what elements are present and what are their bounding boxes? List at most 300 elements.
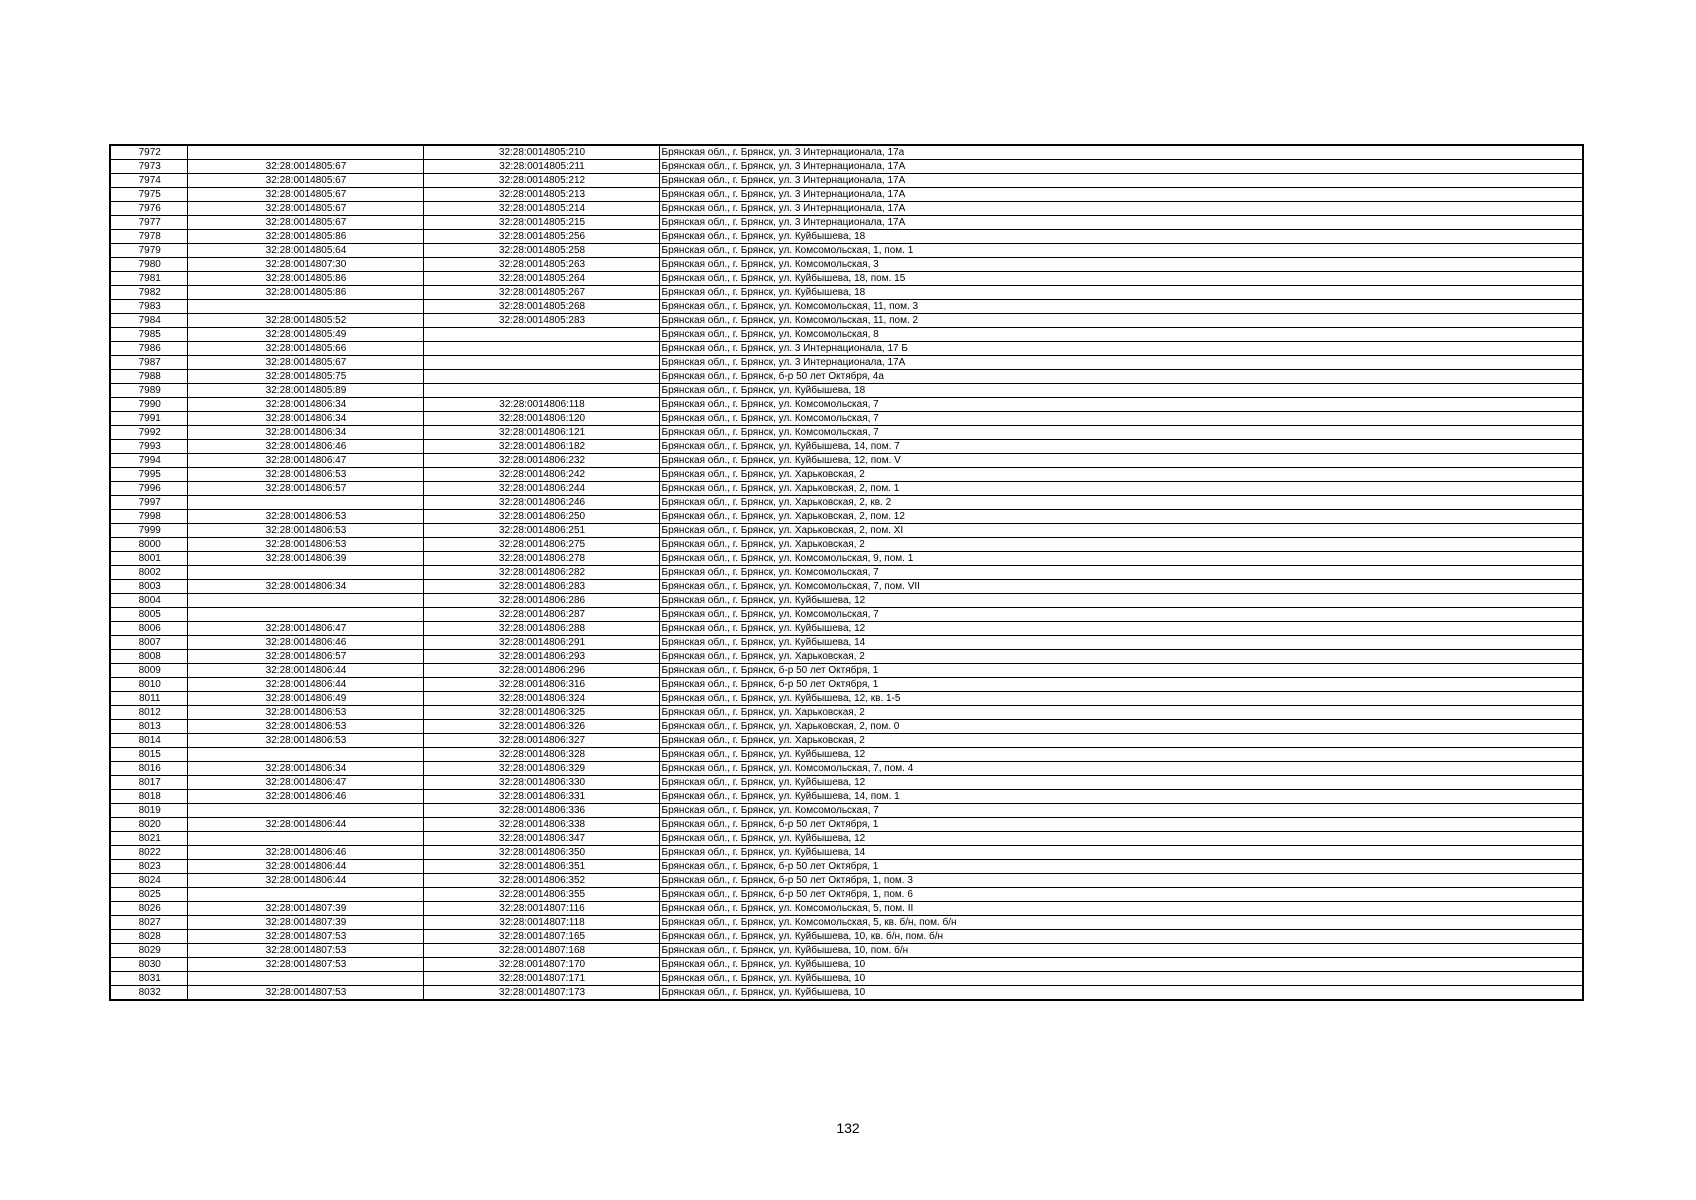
address-cell: Брянская обл., г. Брянск, ул. Харьковская, 2, кв. 2 <box>659 496 1583 510</box>
table-row <box>110 468 1583 482</box>
row-number-cell: 8025 <box>110 888 187 902</box>
address-cell: Брянская обл., г. Брянск, ул. Куйбышева, 18 <box>659 286 1583 300</box>
cadastral-number-cell: 32:28:0014806:291 <box>423 636 659 650</box>
cadastral-number-cell <box>423 370 659 384</box>
cadastral-number-cell: 32:28:0014806:331 <box>423 790 659 804</box>
parent-cadastral-number-cell: 32:28:0014805:49 <box>187 328 423 342</box>
row-number-cell: 7991 <box>110 412 187 426</box>
row-number-cell: 8005 <box>110 608 187 622</box>
address-cell: Брянская обл., г. Брянск, ул. Куйбышева, 12 <box>659 622 1583 636</box>
cadastral-number-cell: 32:28:0014807:165 <box>423 930 659 944</box>
table-row <box>110 902 1583 916</box>
address-cell: Брянская обл., г. Брянск, ул. Харьковская, 2 <box>659 538 1583 552</box>
row-number-cell: 7980 <box>110 258 187 272</box>
parent-cadastral-number-cell <box>187 804 423 818</box>
table-row <box>110 145 1583 160</box>
parent-cadastral-number-cell: 32:28:0014806:53 <box>187 720 423 734</box>
parent-cadastral-number-cell: 32:28:0014806:47 <box>187 454 423 468</box>
address-cell: Брянская обл., г. Брянск, б-р 50 лет Октября, 1 <box>659 860 1583 874</box>
cadastral-number-cell: 32:28:0014806:242 <box>423 468 659 482</box>
cadastral-number-cell: 32:28:0014806:347 <box>423 832 659 846</box>
cadastral-number-cell: 32:28:0014805:212 <box>423 174 659 188</box>
table-row <box>110 370 1583 384</box>
parent-cadastral-number-cell: 32:28:0014805:64 <box>187 244 423 258</box>
address-cell: Брянская обл., г. Брянск, ул. Куйбышева, 10 <box>659 986 1583 1001</box>
parent-cadastral-number-cell: 32:28:0014805:86 <box>187 286 423 300</box>
address-cell: Брянская обл., г. Брянск, ул. Куйбышева, 12, пом. V <box>659 454 1583 468</box>
parent-cadastral-number-cell: 32:28:0014806:53 <box>187 510 423 524</box>
row-number-cell: 7989 <box>110 384 187 398</box>
parent-cadastral-number-cell: 32:28:0014806:39 <box>187 552 423 566</box>
row-number-cell: 8020 <box>110 818 187 832</box>
cadastral-number-cell: 32:28:0014806:355 <box>423 888 659 902</box>
cadastral-number-cell <box>423 356 659 370</box>
table-row <box>110 916 1583 930</box>
address-cell: Брянская обл., г. Брянск, ул. Харьковская, 2 <box>659 650 1583 664</box>
cadastral-number-cell: 32:28:0014805:215 <box>423 216 659 230</box>
row-number-cell: 8004 <box>110 594 187 608</box>
cadastral-number-cell: 32:28:0014806:328 <box>423 748 659 762</box>
row-number-cell: 8008 <box>110 650 187 664</box>
table-row <box>110 202 1583 216</box>
table-row <box>110 482 1583 496</box>
row-number-cell: 7990 <box>110 398 187 412</box>
address-cell: Брянская обл., г. Брянск, ул. Куйбышева, 18 <box>659 384 1583 398</box>
row-number-cell: 8031 <box>110 972 187 986</box>
address-cell: Брянская обл., г. Брянск, ул. Куйбышева, 14 <box>659 846 1583 860</box>
row-number-cell: 7979 <box>110 244 187 258</box>
cadastral-number-cell: 32:28:0014806:326 <box>423 720 659 734</box>
parent-cadastral-number-cell <box>187 300 423 314</box>
cadastral-number-cell: 32:28:0014805:213 <box>423 188 659 202</box>
cadastral-number-cell: 32:28:0014806:232 <box>423 454 659 468</box>
parent-cadastral-number-cell: 32:28:0014805:67 <box>187 356 423 370</box>
parent-cadastral-number-cell: 32:28:0014806:46 <box>187 790 423 804</box>
parent-cadastral-number-cell: 32:28:0014806:34 <box>187 426 423 440</box>
row-number-cell: 7999 <box>110 524 187 538</box>
address-cell: Брянская обл., г. Брянск, ул. Харьковская, 2 <box>659 706 1583 720</box>
parent-cadastral-number-cell: 32:28:0014806:53 <box>187 538 423 552</box>
row-number-cell: 8015 <box>110 748 187 762</box>
address-cell: Брянская обл., г. Брянск, ул. Комсомольская, 7 <box>659 566 1583 580</box>
table-row <box>110 692 1583 706</box>
parent-cadastral-number-cell: 32:28:0014805:67 <box>187 174 423 188</box>
cadastral-number-cell: 32:28:0014805:210 <box>423 145 659 160</box>
address-cell: Брянская обл., г. Брянск, ул. Комсомольская, 5, кв. б/н, пом. б/н <box>659 916 1583 930</box>
cadastral-number-cell: 32:28:0014806:327 <box>423 734 659 748</box>
row-number-cell: 8003 <box>110 580 187 594</box>
address-cell: Брянская обл., г. Брянск, ул. Куйбышева, 12, кв. 1-5 <box>659 692 1583 706</box>
row-number-cell: 8019 <box>110 804 187 818</box>
table-row <box>110 272 1583 286</box>
address-cell: Брянская обл., г. Брянск, ул. Харьковская, 2 <box>659 468 1583 482</box>
address-cell: Брянская обл., г. Брянск, ул. 3 Интернационала, 17А <box>659 202 1583 216</box>
cadastral-number-cell: 32:28:0014806:338 <box>423 818 659 832</box>
table-row <box>110 580 1583 594</box>
parent-cadastral-number-cell: 32:28:0014805:67 <box>187 160 423 174</box>
table-row <box>110 706 1583 720</box>
address-cell: Брянская обл., г. Брянск, ул. Комсомольская, 7, пом. VII <box>659 580 1583 594</box>
parent-cadastral-number-cell: 32:28:0014806:57 <box>187 650 423 664</box>
row-number-cell: 7974 <box>110 174 187 188</box>
table-row <box>110 650 1583 664</box>
page-number: 132 <box>836 1120 860 1136</box>
table-row <box>110 286 1583 300</box>
address-cell: Брянская обл., г. Брянск, ул. Комсомольская, 8 <box>659 328 1583 342</box>
cadastral-number-cell: 32:28:0014806:352 <box>423 874 659 888</box>
table-row <box>110 636 1583 650</box>
parent-cadastral-number-cell <box>187 972 423 986</box>
parent-cadastral-number-cell: 32:28:0014806:44 <box>187 874 423 888</box>
parent-cadastral-number-cell: 32:28:0014806:34 <box>187 412 423 426</box>
address-cell: Брянская обл., г. Брянск, б-р 50 лет Октября, 4а <box>659 370 1583 384</box>
table-row <box>110 244 1583 258</box>
table-row <box>110 860 1583 874</box>
table-row <box>110 538 1583 552</box>
row-number-cell: 8022 <box>110 846 187 860</box>
cadastral-number-cell: 32:28:0014805:264 <box>423 272 659 286</box>
parent-cadastral-number-cell: 32:28:0014806:44 <box>187 678 423 692</box>
row-number-cell: 7996 <box>110 482 187 496</box>
cadastral-number-cell: 32:28:0014806:120 <box>423 412 659 426</box>
row-number-cell: 8018 <box>110 790 187 804</box>
table-row <box>110 216 1583 230</box>
parent-cadastral-number-cell: 32:28:0014805:67 <box>187 216 423 230</box>
table-row <box>110 874 1583 888</box>
parent-cadastral-number-cell <box>187 145 423 160</box>
cadastral-number-cell: 32:28:0014806:121 <box>423 426 659 440</box>
parent-cadastral-number-cell: 32:28:0014806:34 <box>187 762 423 776</box>
row-number-cell: 8007 <box>110 636 187 650</box>
table-row <box>110 748 1583 762</box>
cadastral-number-cell: 32:28:0014805:214 <box>423 202 659 216</box>
row-number-cell: 7988 <box>110 370 187 384</box>
cadastral-number-cell: 32:28:0014805:283 <box>423 314 659 328</box>
table-row <box>110 426 1583 440</box>
row-number-cell: 7982 <box>110 286 187 300</box>
address-cell: Брянская обл., г. Брянск, ул. Куйбышева, 18 <box>659 230 1583 244</box>
table-row <box>110 440 1583 454</box>
row-number-cell: 8010 <box>110 678 187 692</box>
address-cell: Брянская обл., г. Брянск, ул. Комсомольская, 9, пом. 1 <box>659 552 1583 566</box>
parent-cadastral-number-cell: 32:28:0014807:53 <box>187 958 423 972</box>
cadastral-number-cell: 32:28:0014806:246 <box>423 496 659 510</box>
parent-cadastral-number-cell: 32:28:0014805:75 <box>187 370 423 384</box>
table-row <box>110 986 1583 1001</box>
parent-cadastral-number-cell: 32:28:0014807:30 <box>187 258 423 272</box>
cadastral-number-cell: 32:28:0014806:296 <box>423 664 659 678</box>
row-number-cell: 8000 <box>110 538 187 552</box>
address-cell: Брянская обл., г. Брянск, ул. Куйбышева, 10 <box>659 972 1583 986</box>
address-cell: Брянская обл., г. Брянск, ул. 3 Интернационала, 17А <box>659 216 1583 230</box>
cadastral-number-cell: 32:28:0014807:173 <box>423 986 659 1001</box>
address-cell: Брянская обл., г. Брянск, ул. 3 Интернационала, 17 Б <box>659 342 1583 356</box>
parent-cadastral-number-cell <box>187 888 423 902</box>
cadastral-number-cell: 32:28:0014806:293 <box>423 650 659 664</box>
address-cell: Брянская обл., г. Брянск, ул. Харьковская, 2, пом. XI <box>659 524 1583 538</box>
parent-cadastral-number-cell: 32:28:0014805:86 <box>187 230 423 244</box>
table-row <box>110 832 1583 846</box>
address-cell: Брянская обл., г. Брянск, б-р 50 лет Октября, 1 <box>659 664 1583 678</box>
row-number-cell: 7984 <box>110 314 187 328</box>
cadastral-number-cell: 32:28:0014806:350 <box>423 846 659 860</box>
row-number-cell: 7994 <box>110 454 187 468</box>
table-row <box>110 846 1583 860</box>
cadastral-number-cell: 32:28:0014806:118 <box>423 398 659 412</box>
cadastral-number-cell: 32:28:0014806:325 <box>423 706 659 720</box>
address-cell: Брянская обл., г. Брянск, ул. Комсомольская, 7 <box>659 426 1583 440</box>
cadastral-number-cell: 32:28:0014806:182 <box>423 440 659 454</box>
parent-cadastral-number-cell: 32:28:0014806:53 <box>187 468 423 482</box>
cadastral-table <box>109 144 1584 1001</box>
table-row <box>110 734 1583 748</box>
cadastral-number-cell: 32:28:0014806:283 <box>423 580 659 594</box>
address-cell: Брянская обл., г. Брянск, б-р 50 лет Октября, 1, пом. 3 <box>659 874 1583 888</box>
table-row <box>110 174 1583 188</box>
parent-cadastral-number-cell: 32:28:0014807:53 <box>187 986 423 1001</box>
parent-cadastral-number-cell: 32:28:0014806:46 <box>187 636 423 650</box>
table-row <box>110 398 1583 412</box>
address-cell: Брянская обл., г. Брянск, ул. Куйбышева, 12 <box>659 776 1583 790</box>
parent-cadastral-number-cell: 32:28:0014806:53 <box>187 524 423 538</box>
cadastral-number-cell: 32:28:0014807:170 <box>423 958 659 972</box>
cadastral-number-cell: 32:28:0014806:287 <box>423 608 659 622</box>
address-cell: Брянская обл., г. Брянск, ул. Харьковская, 2, пом. 1 <box>659 482 1583 496</box>
cadastral-number-cell: 32:28:0014805:267 <box>423 286 659 300</box>
table-row <box>110 762 1583 776</box>
row-number-cell: 8012 <box>110 706 187 720</box>
table-row <box>110 958 1583 972</box>
table-row <box>110 258 1583 272</box>
row-number-cell: 8013 <box>110 720 187 734</box>
table-row <box>110 160 1583 174</box>
table-row <box>110 524 1583 538</box>
parent-cadastral-number-cell: 32:28:0014805:67 <box>187 202 423 216</box>
cadastral-number-cell: 32:28:0014806:251 <box>423 524 659 538</box>
address-cell: Брянская обл., г. Брянск, б-р 50 лет Октября, 1 <box>659 818 1583 832</box>
address-cell: Брянская обл., г. Брянск, ул. Комсомольская, 7, пом. 4 <box>659 762 1583 776</box>
parent-cadastral-number-cell: 32:28:0014806:57 <box>187 482 423 496</box>
row-number-cell: 8016 <box>110 762 187 776</box>
address-cell: Брянская обл., г. Брянск, ул. Куйбышева, 10, кв. б/н, пом. б/н <box>659 930 1583 944</box>
address-cell: Брянская обл., г. Брянск, ул. Комсомольская, 7 <box>659 804 1583 818</box>
table-row <box>110 622 1583 636</box>
address-cell: Брянская обл., г. Брянск, ул. Комсомольская, 5, пом. II <box>659 902 1583 916</box>
cadastral-number-cell: 32:28:0014806:351 <box>423 860 659 874</box>
table-row <box>110 552 1583 566</box>
address-cell: Брянская обл., г. Брянск, ул. Куйбышева, 14, пом. 7 <box>659 440 1583 454</box>
parent-cadastral-number-cell: 32:28:0014806:44 <box>187 664 423 678</box>
parent-cadastral-number-cell <box>187 608 423 622</box>
address-cell: Брянская обл., г. Брянск, ул. Харьковская, 2, пом. 12 <box>659 510 1583 524</box>
cadastral-number-cell: 32:28:0014806:316 <box>423 678 659 692</box>
row-number-cell: 7998 <box>110 510 187 524</box>
row-number-cell: 8017 <box>110 776 187 790</box>
address-cell: Брянская обл., г. Брянск, ул. Куйбышева, 12 <box>659 748 1583 762</box>
row-number-cell: 8027 <box>110 916 187 930</box>
parent-cadastral-number-cell <box>187 748 423 762</box>
table-row <box>110 412 1583 426</box>
table-row <box>110 888 1583 902</box>
parent-cadastral-number-cell: 32:28:0014806:44 <box>187 860 423 874</box>
table-row <box>110 454 1583 468</box>
row-number-cell: 8009 <box>110 664 187 678</box>
row-number-cell: 8021 <box>110 832 187 846</box>
parent-cadastral-number-cell <box>187 566 423 580</box>
parent-cadastral-number-cell: 32:28:0014805:66 <box>187 342 423 356</box>
address-cell: Брянская обл., г. Брянск, ул. Комсомольская, 11, пом. 2 <box>659 314 1583 328</box>
row-number-cell: 7997 <box>110 496 187 510</box>
cadastral-number-cell: 32:28:0014807:171 <box>423 972 659 986</box>
table-row <box>110 188 1583 202</box>
address-cell: Брянская обл., г. Брянск, ул. Куйбышева, 14 <box>659 636 1583 650</box>
row-number-cell: 7976 <box>110 202 187 216</box>
table-row <box>110 930 1583 944</box>
parent-cadastral-number-cell: 32:28:0014806:34 <box>187 580 423 594</box>
row-number-cell: 8024 <box>110 874 187 888</box>
cadastral-number-cell: 32:28:0014806:329 <box>423 762 659 776</box>
row-number-cell: 7983 <box>110 300 187 314</box>
table-row <box>110 804 1583 818</box>
table-row <box>110 300 1583 314</box>
cadastral-number-cell: 32:28:0014807:168 <box>423 944 659 958</box>
cadastral-number-cell: 32:28:0014805:263 <box>423 258 659 272</box>
parent-cadastral-number-cell: 32:28:0014806:49 <box>187 692 423 706</box>
row-number-cell: 7981 <box>110 272 187 286</box>
parent-cadastral-number-cell <box>187 832 423 846</box>
table-row <box>110 314 1583 328</box>
cadastral-number-cell <box>423 328 659 342</box>
row-number-cell: 8026 <box>110 902 187 916</box>
table-row <box>110 342 1583 356</box>
table-row <box>110 384 1583 398</box>
address-cell: Брянская обл., г. Брянск, ул. Комсомольская, 7 <box>659 398 1583 412</box>
cadastral-number-cell: 32:28:0014807:118 <box>423 916 659 930</box>
table-row <box>110 664 1583 678</box>
address-cell: Брянская обл., г. Брянск, ул. 3 Интернационала, 17А <box>659 174 1583 188</box>
parent-cadastral-number-cell: 32:28:0014807:53 <box>187 944 423 958</box>
table-row <box>110 818 1583 832</box>
parent-cadastral-number-cell: 32:28:0014807:39 <box>187 916 423 930</box>
cadastral-number-cell: 32:28:0014805:211 <box>423 160 659 174</box>
address-cell: Брянская обл., г. Брянск, ул. Комсомольская, 7 <box>659 412 1583 426</box>
table-row <box>110 608 1583 622</box>
row-number-cell: 7977 <box>110 216 187 230</box>
row-number-cell: 8002 <box>110 566 187 580</box>
cadastral-number-cell <box>423 342 659 356</box>
cadastral-number-cell: 32:28:0014806:244 <box>423 482 659 496</box>
table-row <box>110 496 1583 510</box>
parent-cadastral-number-cell <box>187 594 423 608</box>
address-cell: Брянская обл., г. Брянск, ул. Куйбышева, 12 <box>659 594 1583 608</box>
address-cell: Брянская обл., г. Брянск, ул. Куйбышева, 14, пом. 1 <box>659 790 1583 804</box>
table-row <box>110 594 1583 608</box>
table-row <box>110 972 1583 986</box>
cadastral-number-cell: 32:28:0014806:288 <box>423 622 659 636</box>
table-row <box>110 944 1583 958</box>
address-cell: Брянская обл., г. Брянск, ул. Куйбышева, 10, пом. б/н <box>659 944 1583 958</box>
cadastral-number-cell: 32:28:0014806:330 <box>423 776 659 790</box>
parent-cadastral-number-cell: 32:28:0014806:53 <box>187 734 423 748</box>
address-cell: Брянская обл., г. Брянск, ул. Куйбышева, 10 <box>659 958 1583 972</box>
row-number-cell: 8001 <box>110 552 187 566</box>
row-number-cell: 8014 <box>110 734 187 748</box>
parent-cadastral-number-cell: 32:28:0014806:44 <box>187 818 423 832</box>
table-row <box>110 566 1583 580</box>
cadastral-number-cell: 32:28:0014806:336 <box>423 804 659 818</box>
address-cell: Брянская обл., г. Брянск, ул. Куйбышева, 18, пом. 15 <box>659 272 1583 286</box>
table-row <box>110 328 1583 342</box>
address-cell: Брянская обл., г. Брянск, ул. Харьковская, 2, пом. 0 <box>659 720 1583 734</box>
row-number-cell: 7987 <box>110 356 187 370</box>
table-row <box>110 790 1583 804</box>
cadastral-number-cell: 32:28:0014806:275 <box>423 538 659 552</box>
parent-cadastral-number-cell: 32:28:0014805:67 <box>187 188 423 202</box>
parent-cadastral-number-cell: 32:28:0014806:46 <box>187 440 423 454</box>
cadastral-number-cell: 32:28:0014806:250 <box>423 510 659 524</box>
row-number-cell: 7973 <box>110 160 187 174</box>
parent-cadastral-number-cell: 32:28:0014806:53 <box>187 706 423 720</box>
address-cell: Брянская обл., г. Брянск, ул. Харьковская, 2 <box>659 734 1583 748</box>
row-number-cell: 8006 <box>110 622 187 636</box>
address-cell: Брянская обл., г. Брянск, б-р 50 лет Октября, 1 <box>659 678 1583 692</box>
cadastral-number-cell: 32:28:0014806:278 <box>423 552 659 566</box>
parent-cadastral-number-cell: 32:28:0014806:34 <box>187 398 423 412</box>
row-number-cell: 7993 <box>110 440 187 454</box>
row-number-cell: 8023 <box>110 860 187 874</box>
row-number-cell: 7986 <box>110 342 187 356</box>
table-body <box>110 145 1583 1000</box>
parent-cadastral-number-cell: 32:28:0014805:52 <box>187 314 423 328</box>
address-cell: Брянская обл., г. Брянск, ул. 3 Интернационала, 17А <box>659 356 1583 370</box>
row-number-cell: 7975 <box>110 188 187 202</box>
table-row <box>110 678 1583 692</box>
row-number-cell: 8028 <box>110 930 187 944</box>
cadastral-number-cell: 32:28:0014806:286 <box>423 594 659 608</box>
row-number-cell: 8029 <box>110 944 187 958</box>
parent-cadastral-number-cell: 32:28:0014807:53 <box>187 930 423 944</box>
table-row <box>110 720 1583 734</box>
address-cell: Брянская обл., г. Брянск, ул. Куйбышева, 12 <box>659 832 1583 846</box>
address-cell: Брянская обл., г. Брянск, ул. Комсомольская, 1, пом. 1 <box>659 244 1583 258</box>
cadastral-number-cell: 32:28:0014805:268 <box>423 300 659 314</box>
cadastral-number-cell: 32:28:0014806:324 <box>423 692 659 706</box>
row-number-cell: 7992 <box>110 426 187 440</box>
address-cell: Брянская обл., г. Брянск, ул. 3 Интернационала, 17А <box>659 188 1583 202</box>
address-cell: Брянская обл., г. Брянск, ул. Комсомольская, 3 <box>659 258 1583 272</box>
parent-cadastral-number-cell: 32:28:0014806:46 <box>187 846 423 860</box>
cadastral-number-cell: 32:28:0014806:282 <box>423 566 659 580</box>
address-cell: Брянская обл., г. Брянск, ул. 3 Интернационала, 17А <box>659 160 1583 174</box>
cadastral-number-cell: 32:28:0014805:258 <box>423 244 659 258</box>
address-cell: Брянская обл., г. Брянск, ул. 3 Интернационала, 17а <box>659 145 1583 160</box>
row-number-cell: 7995 <box>110 468 187 482</box>
address-cell: Брянская обл., г. Брянск, ул. Комсомольская, 11, пом. 3 <box>659 300 1583 314</box>
table-row <box>110 776 1583 790</box>
table-row <box>110 510 1583 524</box>
table-row <box>110 356 1583 370</box>
row-number-cell: 8011 <box>110 692 187 706</box>
row-number-cell: 8030 <box>110 958 187 972</box>
parent-cadastral-number-cell: 32:28:0014806:47 <box>187 776 423 790</box>
row-number-cell: 7972 <box>110 145 187 160</box>
table-row <box>110 230 1583 244</box>
parent-cadastral-number-cell: 32:28:0014807:39 <box>187 902 423 916</box>
parent-cadastral-number-cell: 32:28:0014805:89 <box>187 384 423 398</box>
row-number-cell: 8032 <box>110 986 187 1001</box>
address-cell: Брянская обл., г. Брянск, б-р 50 лет Октября, 1, пом. 6 <box>659 888 1583 902</box>
parent-cadastral-number-cell: 32:28:0014806:47 <box>187 622 423 636</box>
